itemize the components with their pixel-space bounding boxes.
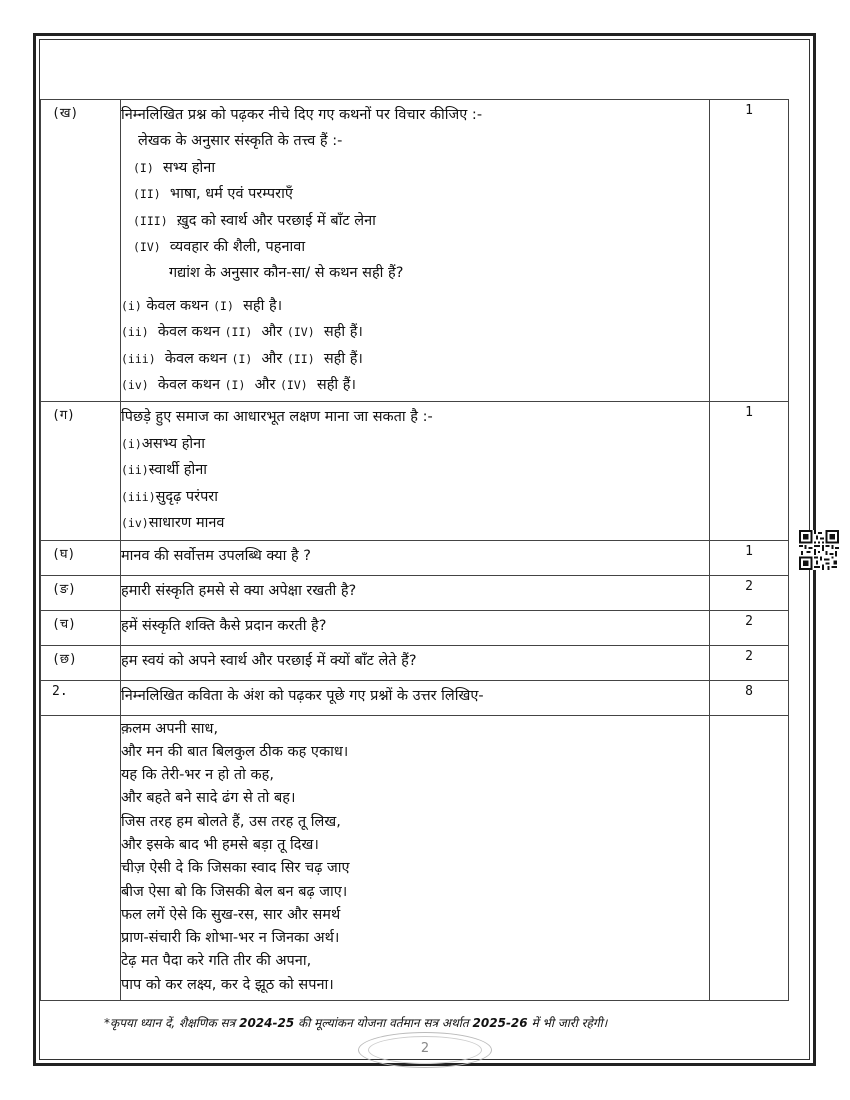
question-number: (ग) <box>41 402 121 540</box>
option-label: (iv) <box>121 378 149 393</box>
option-text: सुदृढ़ परंपरा <box>155 488 218 505</box>
question-row-chha <box>41 645 789 680</box>
option-label: (i) <box>121 298 142 313</box>
statement-label: (III) <box>133 213 168 228</box>
question-marks: 2 <box>710 645 789 680</box>
poem-row <box>41 715 789 1001</box>
question-prompt: मानव की सर्वोत्तम उपलब्धि क्या है ? <box>121 547 311 564</box>
question-number: (च) <box>41 610 121 645</box>
question-body <box>121 575 710 610</box>
question-sub-prompt: लेखक के अनुसार संस्कृति के तत्त्व हैं :- <box>138 133 343 150</box>
question-marks: 1 <box>710 100 789 402</box>
poem-line: क़लम अपनी साध, <box>121 720 219 737</box>
option <box>121 510 709 536</box>
option-text: और <box>261 324 283 341</box>
statement-label: (I) <box>133 160 154 175</box>
option-ref: (I) <box>213 298 234 313</box>
option-text: स्वार्थी होना <box>148 462 208 479</box>
question-prompt: हम स्वयं को अपने स्वार्थ और परछाई में क्यों बाँट लेते हैं? <box>121 652 417 669</box>
option-text: केवल कथन <box>146 297 209 314</box>
qr-code-icon <box>799 530 839 570</box>
question-row-kha <box>41 100 789 402</box>
option-label: (iv) <box>121 516 149 531</box>
question-row-2 <box>41 680 789 715</box>
option-ref: (I) <box>231 351 253 366</box>
footnote-pre: *कृपया ध्यान दें, शैक्षणिक सत्र <box>104 1016 240 1030</box>
question-prompt: हमारी संस्कृति हमसे से क्या अपेक्षा रखती है? <box>121 582 357 599</box>
option-text: सही हैं। <box>323 350 363 367</box>
question-marks: 1 <box>710 402 789 540</box>
poem-line: और इसके बाद भी हमसे बड़ा तू दिख। <box>121 836 319 853</box>
poem-line: पाप को कर लक्ष्य, कर दे झूठ को सपना। <box>121 976 334 993</box>
option <box>121 431 709 457</box>
option <box>121 319 709 345</box>
option-ref: (IV) <box>286 325 315 340</box>
option-ref: (I) <box>224 378 246 393</box>
statement <box>121 208 709 234</box>
option <box>121 484 709 510</box>
footnote <box>104 1014 607 1031</box>
option-text: सही है। <box>243 297 283 314</box>
question-body <box>121 645 710 680</box>
option-text: केवल कथन <box>157 377 221 394</box>
footnote-mid: की मूल्यांकन योजना वर्तमान सत्र अर्थात <box>294 1016 473 1030</box>
option-text: केवल कथन <box>164 350 227 367</box>
option-label: (i) <box>121 436 142 451</box>
footnote-post: में भी जारी रहेगी। <box>527 1016 608 1030</box>
poem-line: बीज ऐसा बो कि जिसकी बेल बन बढ़ जाए। <box>121 883 348 900</box>
option-ref: (II) <box>286 351 315 366</box>
question-row-cha <box>41 610 789 645</box>
question-row-gha <box>41 540 789 575</box>
statement-text: व्यवहार की शैली, पहनावा <box>169 239 306 256</box>
question-prompt: पिछड़े हुए समाज का आधारभूत लक्षण माना जा सकता है :- <box>121 409 433 426</box>
footnote-session-next: 2025-26 <box>472 1016 528 1030</box>
question-number: (ख) <box>41 100 121 402</box>
option-ref: (II) <box>224 325 253 340</box>
question-prompt: निम्नलिखित प्रश्न को पढ़कर नीचे दिए गए कथनों पर विचार कीजिए :- <box>121 107 483 123</box>
statement-label: (IV) <box>133 240 161 255</box>
option <box>121 293 709 319</box>
statement <box>121 155 709 181</box>
poem-line: जिस तरह हम बोलते हैं, उस तरह तू लिख, <box>121 813 341 830</box>
poem-line: प्राण-संचारी कि शोभा-भर न जिनका अर्थ। <box>121 930 340 947</box>
statement-text: सभ्य होना <box>163 159 216 176</box>
poem-line: और बहते बने सादे ढंग से तो बह। <box>121 790 296 807</box>
option <box>121 346 709 372</box>
statement <box>121 181 709 207</box>
question-prompt: हमें संस्कृति शक्ति कैसे प्रदान करती है? <box>121 617 327 634</box>
question-number: (घ) <box>41 540 121 575</box>
option-text: सही हैं। <box>323 324 363 341</box>
statement <box>121 234 709 260</box>
statement-text: ख़ुद को स्वार्थ और परछाई में बाँट लेना <box>176 212 376 229</box>
question-number: 2. <box>41 680 121 715</box>
question-row-ga <box>41 402 789 540</box>
poem-line: फल लगें ऐसे कि सुख-रस, सार और समर्थ <box>121 906 341 923</box>
question-marks: 1 <box>710 540 789 575</box>
option-text: सही हैं। <box>316 377 356 394</box>
question-marks: 8 <box>710 680 789 715</box>
option-text: और <box>261 350 283 367</box>
question-number: (ङ) <box>41 575 121 610</box>
option <box>121 457 709 483</box>
option-label: (iii) <box>121 489 156 504</box>
question-marks: 2 <box>710 610 789 645</box>
question-body <box>121 402 710 540</box>
question-body <box>121 680 710 715</box>
option-text: साधारण मानव <box>148 515 225 532</box>
poem-marks-cell <box>710 715 789 1001</box>
footnote-session-current: 2024-25 <box>239 1016 295 1030</box>
option-label: (iii) <box>121 351 156 366</box>
statement-text: भाषा, धर्म एवं परम्पराएँ <box>169 186 293 203</box>
option-label: (ii) <box>121 463 149 478</box>
question-row-nga <box>41 575 789 610</box>
option-label: (ii) <box>121 325 149 340</box>
question-body <box>121 610 710 645</box>
question-text: गद्यांश के अनुसार कौन-सा/ से कथन सही हैं? <box>169 265 404 282</box>
poem-body <box>121 715 710 1001</box>
option-ref: (IV) <box>280 378 308 393</box>
option-text: केवल कथन <box>157 324 221 341</box>
statement-label: (II) <box>133 187 161 202</box>
poem-line: चीज़ ऐसी दे कि जिसका स्वाद सिर चढ़ जाए <box>121 860 350 877</box>
page-number: 2 <box>420 1041 430 1056</box>
poem-number-cell <box>41 715 121 1001</box>
question-body <box>121 540 710 575</box>
poem-line: टेढ़ मत पैदा करे गति तीर की अपना, <box>121 953 312 970</box>
option-text: और <box>254 377 276 394</box>
question-body <box>121 100 710 402</box>
question-number: (छ) <box>41 645 121 680</box>
question-prompt: निम्नलिखित कविता के अंश को पढ़कर पूछे गए प्रश्नों के उत्तर लिखिए- <box>121 687 484 704</box>
option <box>121 372 709 398</box>
question-table <box>40 99 789 1001</box>
poem-line: और मन की बात बिलकुल ठीक कह एकाध। <box>121 743 349 760</box>
poem-line: यह कि तेरी-भर न हो तो कह, <box>121 767 274 784</box>
option-text: असभ्य होना <box>141 435 205 452</box>
question-marks: 2 <box>710 575 789 610</box>
